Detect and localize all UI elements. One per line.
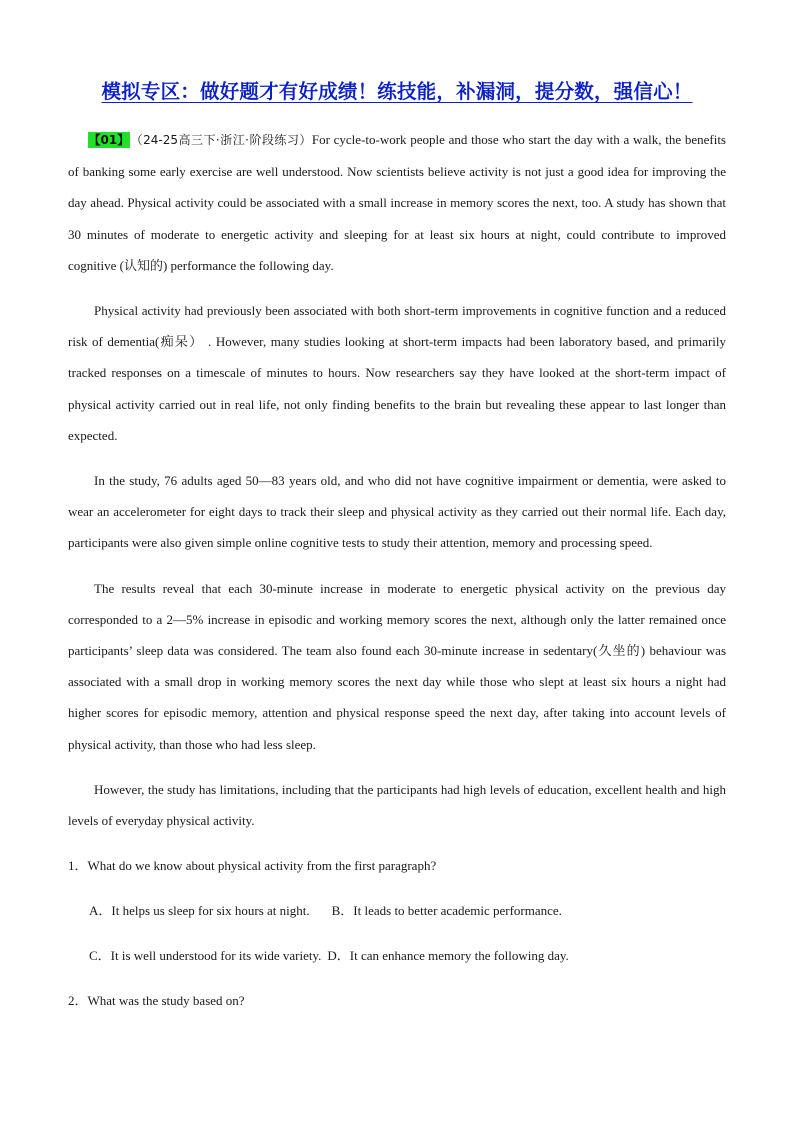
passage-paragraph-2: Physical activity had previously been associated with both short-term improvements in cognitive function and a reduced risk of dementia(痴呆） . However, many studies looking at short-term impacts had been laboratory based, and primarily tracked responses on a timescale of minutes to hours. Now researchers say they have looked at the short-term impact of physical activity carried out in real life, not only finding benefits to the brain but revealing these appear to last longer than expected. bbox=[68, 303, 726, 443]
option-b: B．It leads to better academic performance. bbox=[331, 903, 562, 919]
passage-paragraph-1 bbox=[68, 124, 726, 281]
question-1-stem: 1．What do we know about physical activity from the first paragraph? bbox=[68, 858, 437, 874]
question-2-stem: 2．What was the study based on? bbox=[68, 993, 245, 1009]
reading-passage bbox=[68, 124, 726, 1030]
question-number-tag: 【01】 bbox=[88, 133, 130, 147]
passage-paragraph-5: However, the study has limitations, including that the participants had high levels of education, excellent health and high levels of everyday physical activity. bbox=[68, 781, 726, 829]
option-a: A．It helps us sleep for six hours at night. bbox=[89, 903, 310, 919]
option-c: C．It is well understood for its wide variety. bbox=[89, 948, 322, 964]
option-d: D．It can enhance memory the following day. bbox=[327, 948, 569, 964]
passage-source: （24-25高三下·浙江·阶段练习） bbox=[130, 133, 312, 147]
promo-banner: 模拟专区：做好题才有好成绩！练技能，补漏洞，提分数，强信心！ bbox=[101, 80, 693, 103]
passage-paragraph-4: The results reveal that each 30-minute increase in moderate to energetic physical activity on the previous day corresponded to a 2—5% increase in episodic and working memory scores the next, although only the latter remained once participants’ sleep data was considered. The team also found each 30-minute increase in sedentary(久坐的) behaviour was associated with a small drop in working memory scores the next day while those who slept at least six hours a night had higher scores for episodic memory, attention and physical response speed the next day, after taking into account levels of physical activity, than those who had less sleep. bbox=[68, 580, 726, 752]
question-1-options-row-1 bbox=[68, 895, 726, 940]
question-1-options-row-2 bbox=[68, 940, 726, 985]
paragraph-text: For cycle-to-work people and those who start the day with a walk, the benefits of banking some early exercise are well understood. Now scientists believe activity is not just a good idea for improving the day ahead. Physical activity could be associated with a small increase in memory scores the next, too. A study has shown that 30 minutes of moderate to energetic activity and sleeping for at least six hours at night, could contribute to improved cognitive (认知的) performance the following day. bbox=[68, 132, 726, 273]
passage-paragraph-3: In the study, 76 adults aged 50—83 years old, and who did not have cognitive impairment or dementia, were asked to wear an accelerometer for eight days to track their sleep and physical activity as they carried out their normal life. Each day, participants were also given simple online cognitive tests to study their attention, memory and processing speed. bbox=[68, 473, 726, 551]
